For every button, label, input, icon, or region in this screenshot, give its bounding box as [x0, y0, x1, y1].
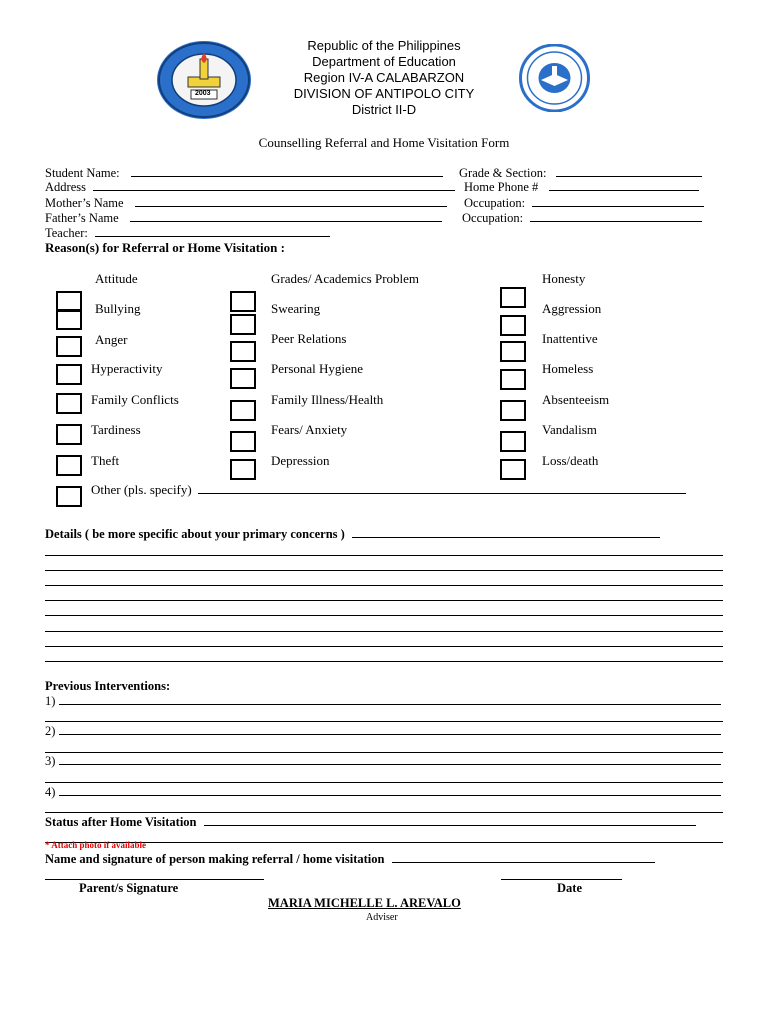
details-line[interactable] [45, 646, 723, 647]
intervention-1-label: 1) [45, 694, 56, 708]
intervention-3-label: 3) [45, 754, 56, 768]
checkbox-depression[interactable] [230, 431, 256, 452]
parent-signature-line[interactable] [45, 879, 264, 880]
status-field[interactable] [204, 815, 696, 826]
option-anger: Anger [95, 332, 128, 347]
status-line[interactable] [45, 842, 723, 843]
checkbox-depression-2[interactable] [230, 459, 256, 480]
details-field-first[interactable] [352, 527, 660, 538]
home-phone-row [464, 180, 699, 195]
option-vandalism: Vandalism [542, 422, 597, 437]
intervention-line[interactable] [45, 812, 723, 813]
option-hyperactivity: Hyperactivity [91, 361, 163, 376]
checkbox-family-illness[interactable] [230, 368, 256, 389]
intervention-line[interactable] [45, 752, 723, 753]
checkbox-fears-anxiety[interactable] [230, 400, 256, 421]
grade-section-row [459, 166, 702, 181]
reasons-heading: Reason(s) for Referral or Home Visitation : [45, 240, 285, 255]
option-loss-death: Loss/death [542, 453, 599, 468]
parent-signature-label: Parent/s Signature [79, 881, 179, 895]
adviser-title: Adviser [366, 912, 398, 923]
checkbox-peer-relations[interactable] [230, 314, 256, 335]
checkbox-honesty[interactable] [500, 287, 526, 308]
details-line[interactable] [45, 570, 723, 571]
student-name-field[interactable] [131, 166, 443, 177]
home-phone-field[interactable] [549, 180, 699, 191]
option-personal-hygiene: Personal Hygiene [271, 361, 364, 376]
option-other-row [91, 482, 686, 498]
date-label: Date [557, 881, 582, 895]
name-signature-field[interactable] [392, 852, 655, 863]
checkbox-aggression[interactable] [500, 315, 526, 336]
address-field[interactable] [93, 180, 455, 191]
checkbox-loss-death[interactable] [500, 459, 526, 480]
option-bullying: Bullying [95, 301, 141, 316]
teacher-row [45, 226, 330, 241]
father-name-field[interactable] [130, 211, 442, 222]
checkbox-other-2[interactable] [56, 486, 82, 507]
father-occupation-row [462, 211, 702, 226]
previous-interventions-label: Previous Interventions: [45, 679, 171, 693]
mother-occupation-field[interactable] [532, 196, 704, 207]
home-phone-label: Home Phone # [464, 180, 539, 194]
checkbox-vandalism[interactable] [500, 431, 526, 452]
intervention-2-field[interactable] [59, 724, 721, 735]
option-homeless: Homeless [542, 361, 594, 376]
option-family-illness: Family Illness/Health [271, 392, 384, 407]
date-line[interactable] [501, 879, 622, 880]
address-label: Address [45, 180, 86, 194]
father-name-label: Father’s Name [45, 211, 119, 225]
option-peer-relations: Peer Relations [271, 331, 347, 346]
header-line-division: DIVISION OF ANTIPOLO CITY [293, 86, 475, 101]
checkbox-inattentive[interactable] [500, 341, 526, 362]
details-label: Details ( be more specific about your primary concerns ) [45, 527, 345, 541]
intervention-4-label: 4) [45, 785, 56, 799]
option-absenteeism: Absenteeism [542, 392, 610, 407]
intervention-2-label: 2) [45, 724, 56, 738]
teacher-field[interactable] [95, 226, 330, 237]
option-fears-anxiety: Fears/ Anxiety [271, 422, 348, 437]
details-line[interactable] [45, 585, 723, 586]
option-attitude: Attitude [95, 271, 138, 286]
name-signature-row [45, 852, 655, 867]
other-specify-field[interactable] [198, 483, 686, 494]
details-line[interactable] [45, 615, 723, 616]
details-line[interactable] [45, 600, 723, 601]
header-line-republic: Republic of the Philippines [307, 38, 461, 53]
father-occupation-label: Occupation: [462, 211, 524, 225]
intervention-1-row [45, 694, 721, 709]
checkbox-anger[interactable] [56, 309, 82, 330]
option-tardiness: Tardiness [91, 422, 141, 437]
option-family-conflicts: Family Conflicts [91, 392, 179, 407]
intervention-line[interactable] [45, 721, 723, 722]
checkbox-family-conflicts[interactable] [56, 364, 82, 385]
header-line-district: District II-D [351, 102, 417, 117]
address-row [45, 180, 455, 195]
intervention-1-field[interactable] [59, 694, 721, 705]
checkbox-other[interactable] [56, 455, 82, 476]
option-theft: Theft [91, 453, 120, 468]
checkbox-personal-hygiene[interactable] [230, 341, 256, 362]
grade-section-label: Grade & Section: [459, 166, 547, 180]
intervention-line[interactable] [45, 782, 723, 783]
student-name-label: Student Name: [45, 166, 120, 180]
option-swearing: Swearing [271, 301, 321, 316]
details-line[interactable] [45, 631, 723, 632]
checkbox-theft[interactable] [56, 424, 82, 445]
mother-name-field[interactable] [135, 196, 447, 207]
teacher-label: Teacher: [45, 226, 88, 240]
grade-section-field[interactable] [556, 166, 702, 177]
option-depression: Depression [271, 453, 330, 468]
checkbox-swearing[interactable] [230, 291, 256, 312]
option-honesty: Honesty [542, 271, 586, 286]
deped-seal-year: 2003 [195, 90, 211, 97]
intervention-4-row [45, 785, 721, 800]
father-occupation-field[interactable] [530, 211, 702, 222]
father-name-row [45, 211, 442, 226]
checkbox-hyperactivity[interactable] [56, 336, 82, 357]
details-line[interactable] [45, 661, 723, 662]
option-other: Other (pls. specify) [91, 482, 192, 497]
adviser-name: MARIA MICHELLE L. AREVALO [268, 896, 461, 910]
details-row [45, 527, 660, 542]
intervention-2-row [45, 724, 721, 739]
status-label: Status after Home Visitation [45, 815, 197, 829]
checkbox-tardiness[interactable] [56, 393, 82, 414]
status-row [45, 815, 696, 830]
checkbox-absenteeism[interactable] [500, 400, 526, 421]
mother-name-label: Mother’s Name [45, 196, 124, 210]
attach-photo-note: * Attach photo if available [45, 840, 147, 850]
name-signature-label: Name and signature of person making referral / home visitation [45, 852, 385, 866]
intervention-3-field[interactable] [59, 754, 721, 765]
option-inattentive: Inattentive [542, 331, 598, 346]
header-line-department: Department of Education [312, 54, 456, 69]
option-grades-academics: Grades/ Academics Problem [271, 271, 420, 286]
mother-occupation-row [464, 196, 704, 211]
form-title: Counselling Referral and Home Visitation Form [258, 135, 510, 150]
checkbox-homeless[interactable] [500, 369, 526, 390]
student-name-row [45, 166, 443, 181]
mother-name-row [45, 196, 447, 211]
option-aggression: Aggression [542, 301, 602, 316]
intervention-4-field[interactable] [59, 785, 721, 796]
header-line-region: Region IV-A CALABARZON [303, 70, 465, 85]
intervention-3-row [45, 754, 721, 769]
details-line[interactable] [45, 555, 723, 556]
mother-occupation-label: Occupation: [464, 196, 526, 210]
